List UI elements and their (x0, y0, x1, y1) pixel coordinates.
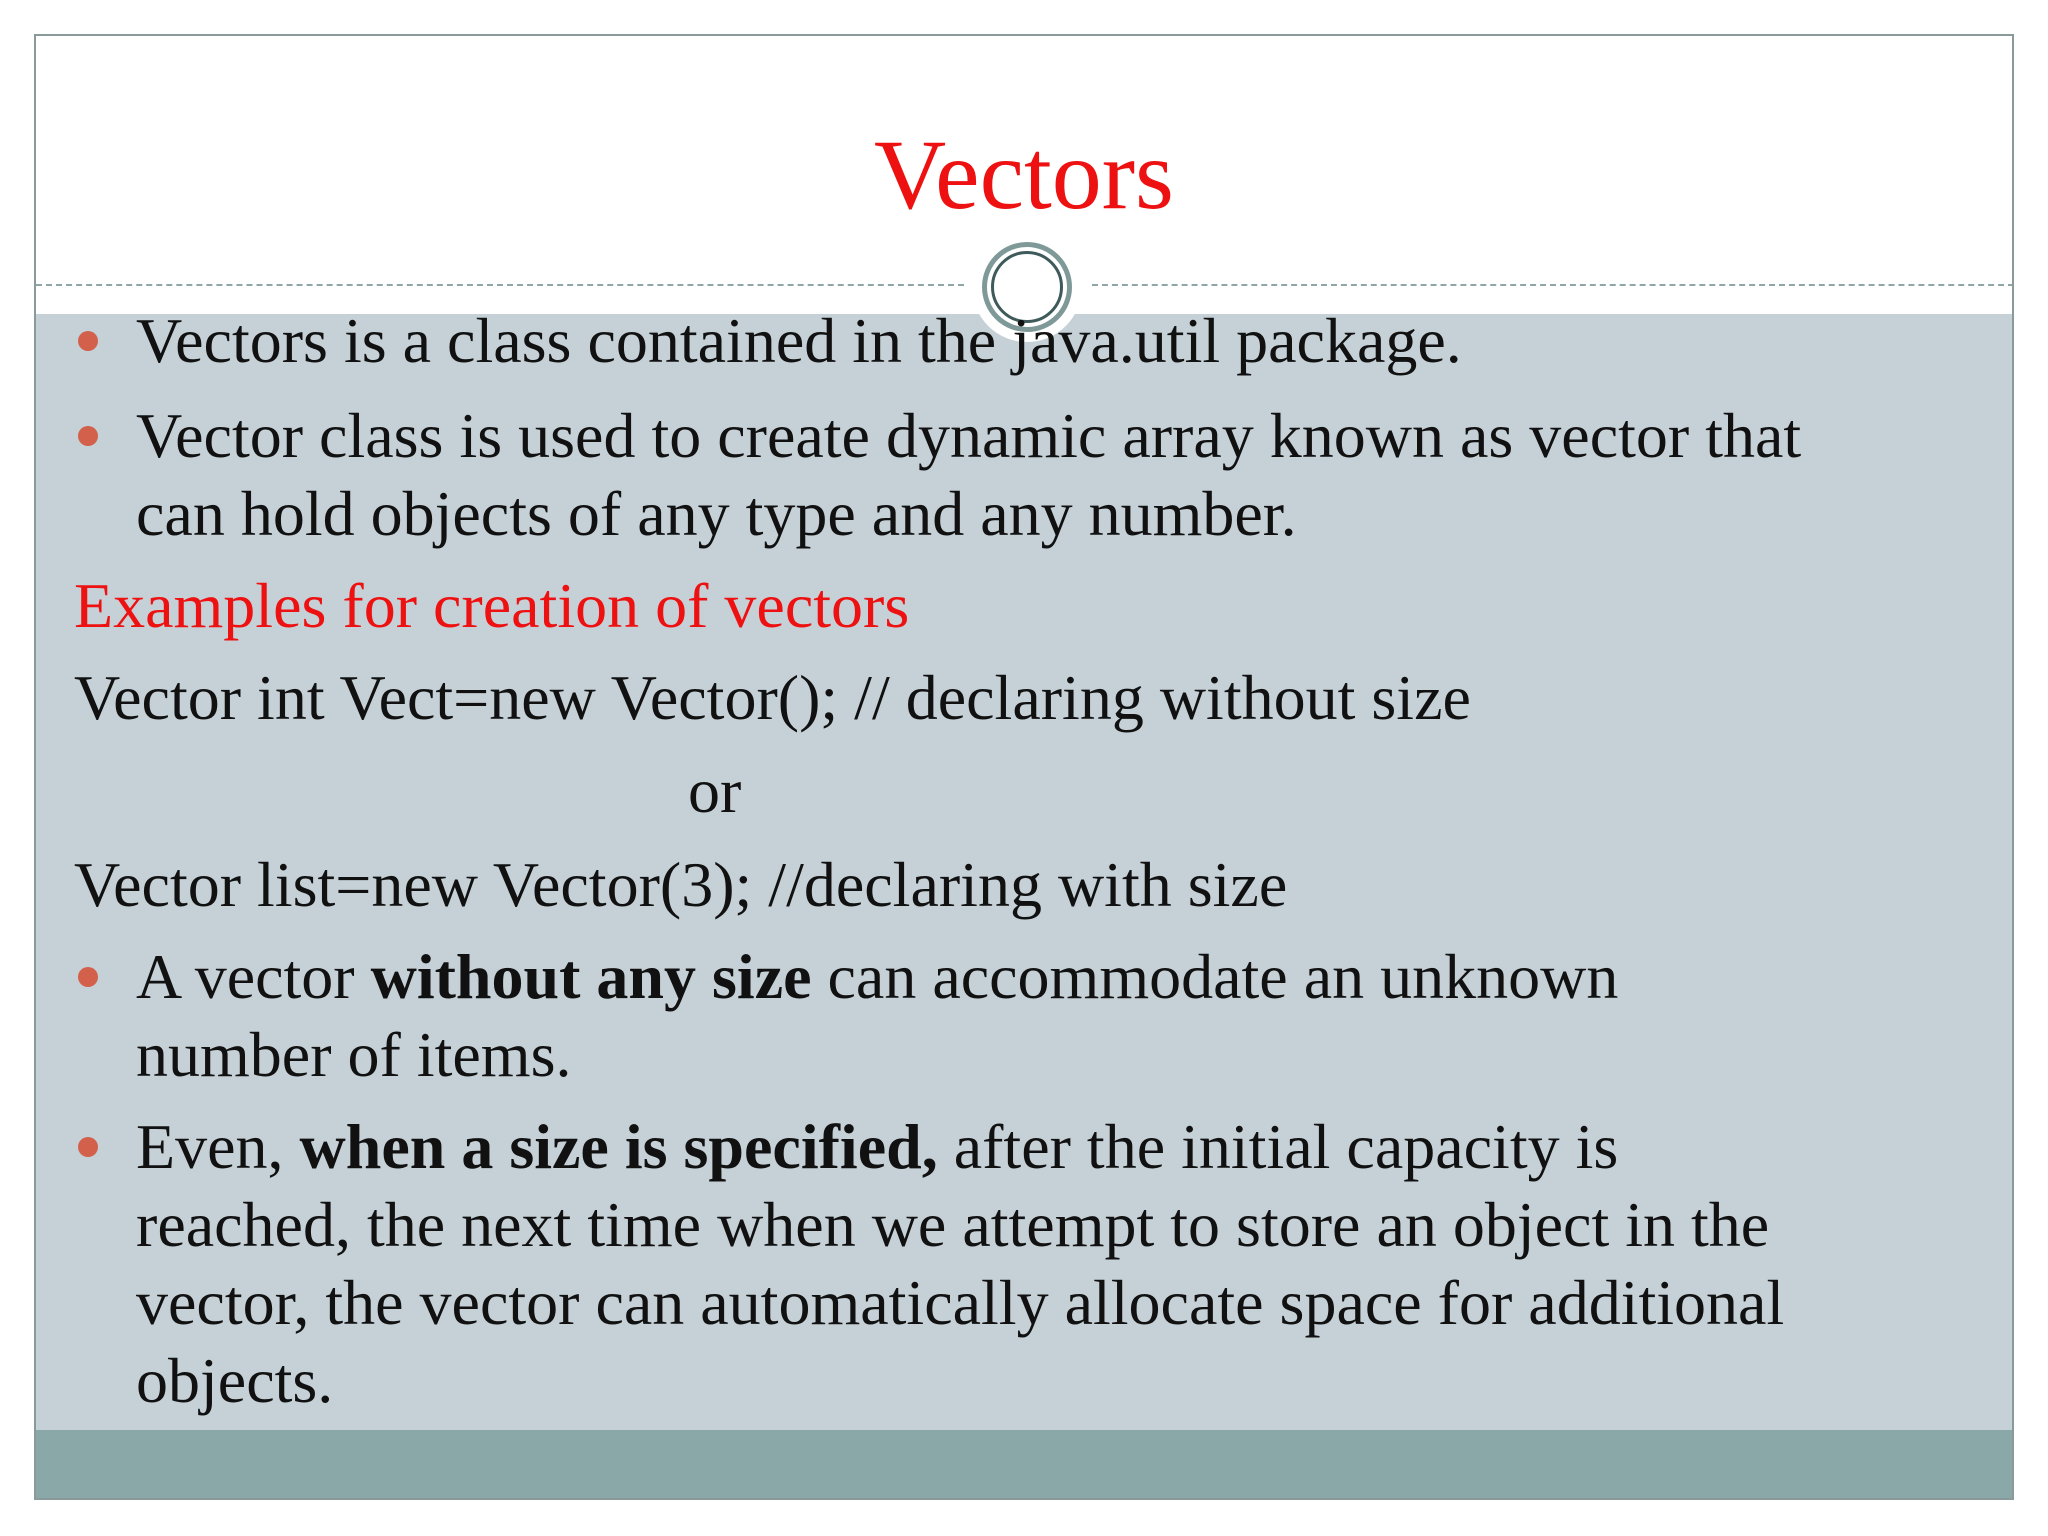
bullet-4-line-2: reached, the next time when we attempt to store an object in the (136, 1189, 1770, 1260)
bullet-3-emphasis: without any size (370, 941, 812, 1012)
bullet-1-text: Vectors is a class contained in the java.util package. (136, 305, 1462, 376)
bullet-icon (78, 1137, 98, 1157)
or-text: or (688, 755, 742, 826)
bullet-3-line-2: number of items. (136, 1019, 572, 1090)
code-line-2: Vector list=new Vector(3); //declaring with size (74, 849, 1288, 920)
bullet-4-line-1: Even, when a size is specified, after the initial capacity is (136, 1111, 1619, 1182)
bullet-4-emphasis: when a size is specified, (299, 1111, 938, 1182)
bullet-4-line-3: vector, the vector can automatically allocate space for additional (136, 1267, 1785, 1338)
code-line-1: Vector int Vect=new Vector(); // declaring without size (74, 662, 1471, 733)
bullet-icon (78, 426, 98, 446)
slide-content (36, 36, 2012, 1498)
bullet-3-line-1: A vector without any size can accommodate an unknown (136, 941, 1619, 1012)
bullet-2-line-1: Vector class is used to create dynamic array known as vector that (136, 400, 1802, 471)
bullet-4-line-4: objects. (136, 1345, 334, 1416)
slide-title: Vectors (874, 119, 1174, 230)
bullet-icon (78, 967, 98, 987)
examples-heading: Examples for creation of vectors (74, 570, 910, 641)
bullet-icon (78, 331, 98, 351)
slide (34, 34, 2014, 1500)
bullet-2-line-2: can hold objects of any type and any number. (136, 478, 1297, 549)
